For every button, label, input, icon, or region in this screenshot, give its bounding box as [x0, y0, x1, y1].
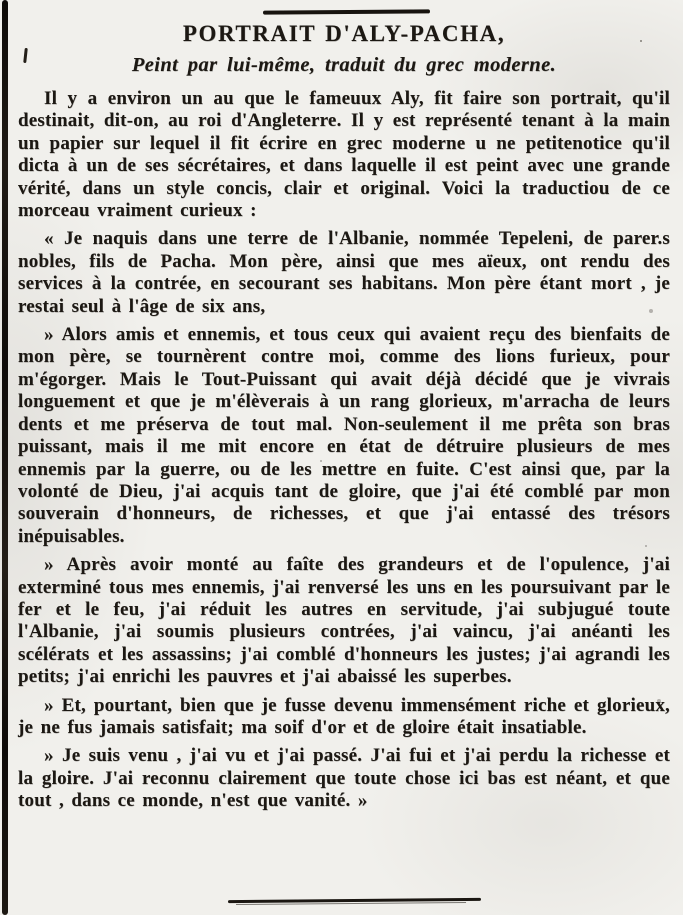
article-end-rule: [228, 898, 481, 903]
article-subtitle: Peint par lui-même, traduit du grec moderne.: [131, 54, 557, 76]
article-paragraph-intro: Il y a environ un au que le fameuux Aly, fit faire son portrait, qu'il destinait, dit-on, au roi d'Angleterre. Il y est représenté tenant à la main un papier sur lequel il fit écrire en grec moderne u ne petitenotice qu'il dicta à un de ses sécrétaires, et dans laquelle il est peint avec une grande vérité, dans un style concis, clair et original. Voici la traductiou de ce morceau vraiment curieux :: [18, 88, 670, 222]
article-paragraph-insatiable: » Et, pourtant, bien que je fusse devenu immensément riche et glorieux, je ne fus jamais satisfait; ma soif d'or et de gloire était insatiable.: [18, 694, 670, 738]
article-paragraph-vanity: » Je suis venu , j'ai vu et j'ai passé. J'ai fui et j'ai perdu la richesse et la gloire. J'ai reconnu clairement que toute chose ici bas est néant, et que tout , dans ce monde, n'est que vanité. »: [18, 745, 670, 812]
article-paragraph-conquests: » Après avoir monté au faîte des grandeurs et de l'opulence, j'ai exterminé tous mes ennemis, j'ai renversé les uns en les poursuivant par le fer et le feu, j'ai réduit les autres en servitude, j'ai subjugué toute l'Albanie, j'ai soumis plusieurs contrées, j'ai vaincu, j'ai anéanti les scélérats et les assassins; j'ai comblé d'honneurs les justes; j'ai agrandi les petits; j'ai enrichi les pauvres et j'ai abaissé les superbes.: [18, 554, 670, 688]
article-body: [18, 88, 670, 813]
article-paragraph-enemies: » Alors amis et ennemis, et tous ceux qui avaient reçu des bienfaits de mon père, se tournèrent contre moi, comme des lions furieux, pour m'égorger. Mais le Tout-Puissant qui avait déjà décidé que je vivrais longuement et que je m'élèverais à un rang glorieux, m'arracha de leurs dents et me préserva de tout mal. Non-seulement il me prêta son bras puissant, mais il me mit encore en état de détruire plusieurs de mes ennemis par la guerre, ou de les mettre en fuite. C'est ainsi que, par la volonté de Dieu, j'ai acquis tant de gloire, que j'ai été comblé par mon souverain d'honneurs, de richesses, et que j'ai entassé des trésors inépuisables.: [18, 324, 670, 547]
article-paragraph-birth: « Je naquis dans une terre de l'Albanie, nommée Tepeleni, de parer.s nobles, fils de Pacha. Mon père, ainsi que mes aïeux, ont rendu des services à la contrée, en secourant ses habitans. Mon père étant mort , je restai seul à l'âge de six ans,: [18, 228, 670, 317]
article-title: PORTRAIT D'ALY-PACHA,: [182, 21, 506, 46]
